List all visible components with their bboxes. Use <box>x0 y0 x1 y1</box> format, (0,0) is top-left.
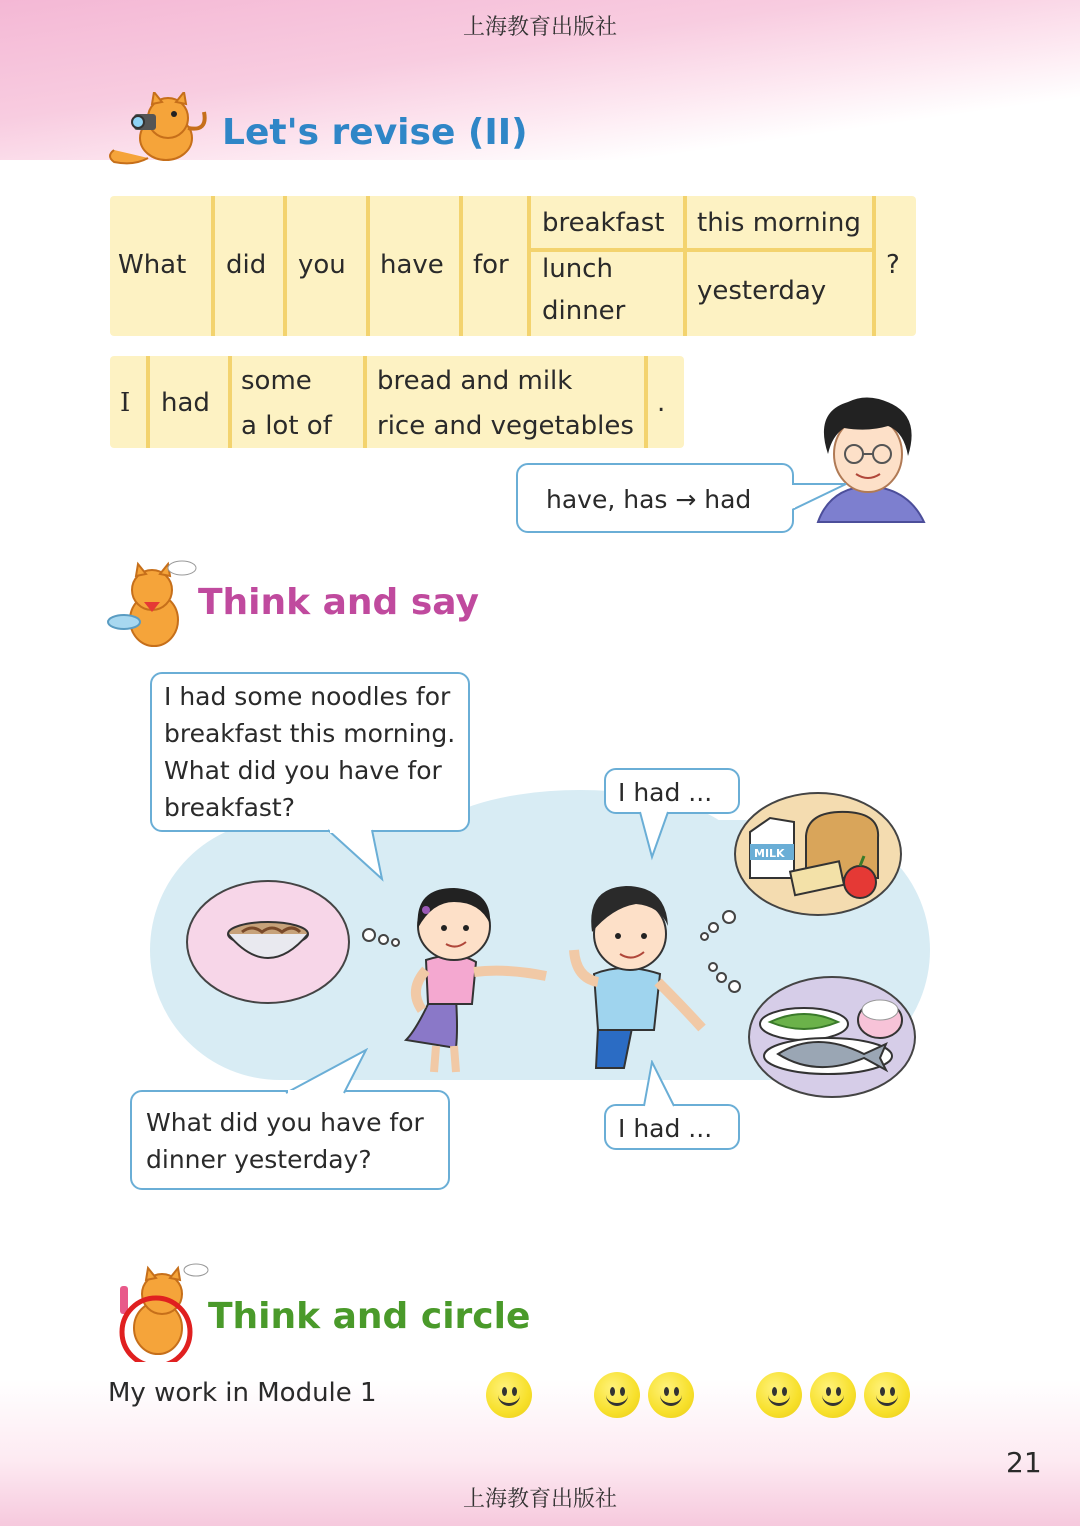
meal-dinner: dinner <box>542 296 626 326</box>
rating-three-smileys[interactable] <box>756 1372 912 1418</box>
module-work-label: My work in Module 1 <box>108 1378 377 1408</box>
time-yesterday: yesterday <box>697 276 827 306</box>
word-for: for <box>473 250 509 280</box>
thought-dot <box>722 910 736 924</box>
rating-one-smiley[interactable] <box>486 1372 532 1418</box>
smiley-icon <box>864 1372 910 1418</box>
word-what: What <box>118 250 187 280</box>
meal-lunch: lunch <box>542 254 613 284</box>
bread-milk-apple-icon <box>748 808 888 902</box>
fish-vegetables-rice-icon <box>756 996 906 1080</box>
boy-top-bubble: I had ... <box>604 768 740 814</box>
smiley-icon <box>594 1372 640 1418</box>
word-i: I <box>120 388 131 418</box>
thought-dot <box>362 928 376 942</box>
cat-plate-icon <box>104 560 200 656</box>
footer-publisher: 上海教育出版社 <box>462 1487 617 1512</box>
thought-dot <box>378 934 389 945</box>
answer-table <box>110 356 684 448</box>
smiley-icon <box>810 1372 856 1418</box>
thought-dot <box>728 980 741 993</box>
milk-label: MILK <box>754 847 785 860</box>
question-mark: ? <box>886 250 900 280</box>
quantity-some: some <box>241 366 312 396</box>
revise-title: Let's revise (II) <box>222 112 528 153</box>
smiley-icon <box>756 1372 802 1418</box>
girl-speech-tail <box>326 829 390 883</box>
girl-illustration <box>396 880 552 1076</box>
boy-bottom-bubble: I had ... <box>604 1104 740 1150</box>
think-circle-title: Think and circle <box>208 1296 531 1337</box>
boy-illustration <box>554 878 718 1076</box>
grammar-bubble: have, has → had <box>516 463 794 533</box>
smiley-icon <box>648 1372 694 1418</box>
page-number: 21 <box>1006 1446 1042 1479</box>
word-did: did <box>226 250 267 280</box>
word-have: have <box>380 250 444 280</box>
time-this-morning: this morning <box>697 208 861 238</box>
cat-camera-icon <box>104 92 216 168</box>
girl-speech-bubble: I had some noodles for breakfast this morning. What did you have for breakfast? <box>150 672 470 832</box>
full-stop: . <box>657 388 666 418</box>
header-publisher: 上海教育出版社 <box>462 15 617 40</box>
cat-circle-icon <box>106 1262 212 1362</box>
meal-breakfast: breakfast <box>542 208 665 238</box>
quantity-a-lot-of: a lot of <box>241 411 332 441</box>
food-rice-and-vegetables: rice and vegetables <box>377 411 634 441</box>
boy-bottom-tail <box>640 1060 680 1108</box>
word-had: had <box>161 388 210 418</box>
food-bread-and-milk: bread and milk <box>377 366 573 396</box>
smiley-icon <box>486 1372 532 1418</box>
word-you: you <box>298 250 346 280</box>
think-say-title: Think and say <box>198 582 479 623</box>
rating-two-smileys[interactable] <box>594 1372 696 1418</box>
question-bubble: What did you have for dinner yesterday? <box>130 1090 450 1190</box>
noodle-bowl-icon <box>222 912 314 974</box>
question-bubble-tail <box>284 1048 370 1094</box>
grammar-bubble-tail <box>792 480 848 514</box>
question-table <box>110 196 916 336</box>
boy-top-tail <box>638 811 674 861</box>
